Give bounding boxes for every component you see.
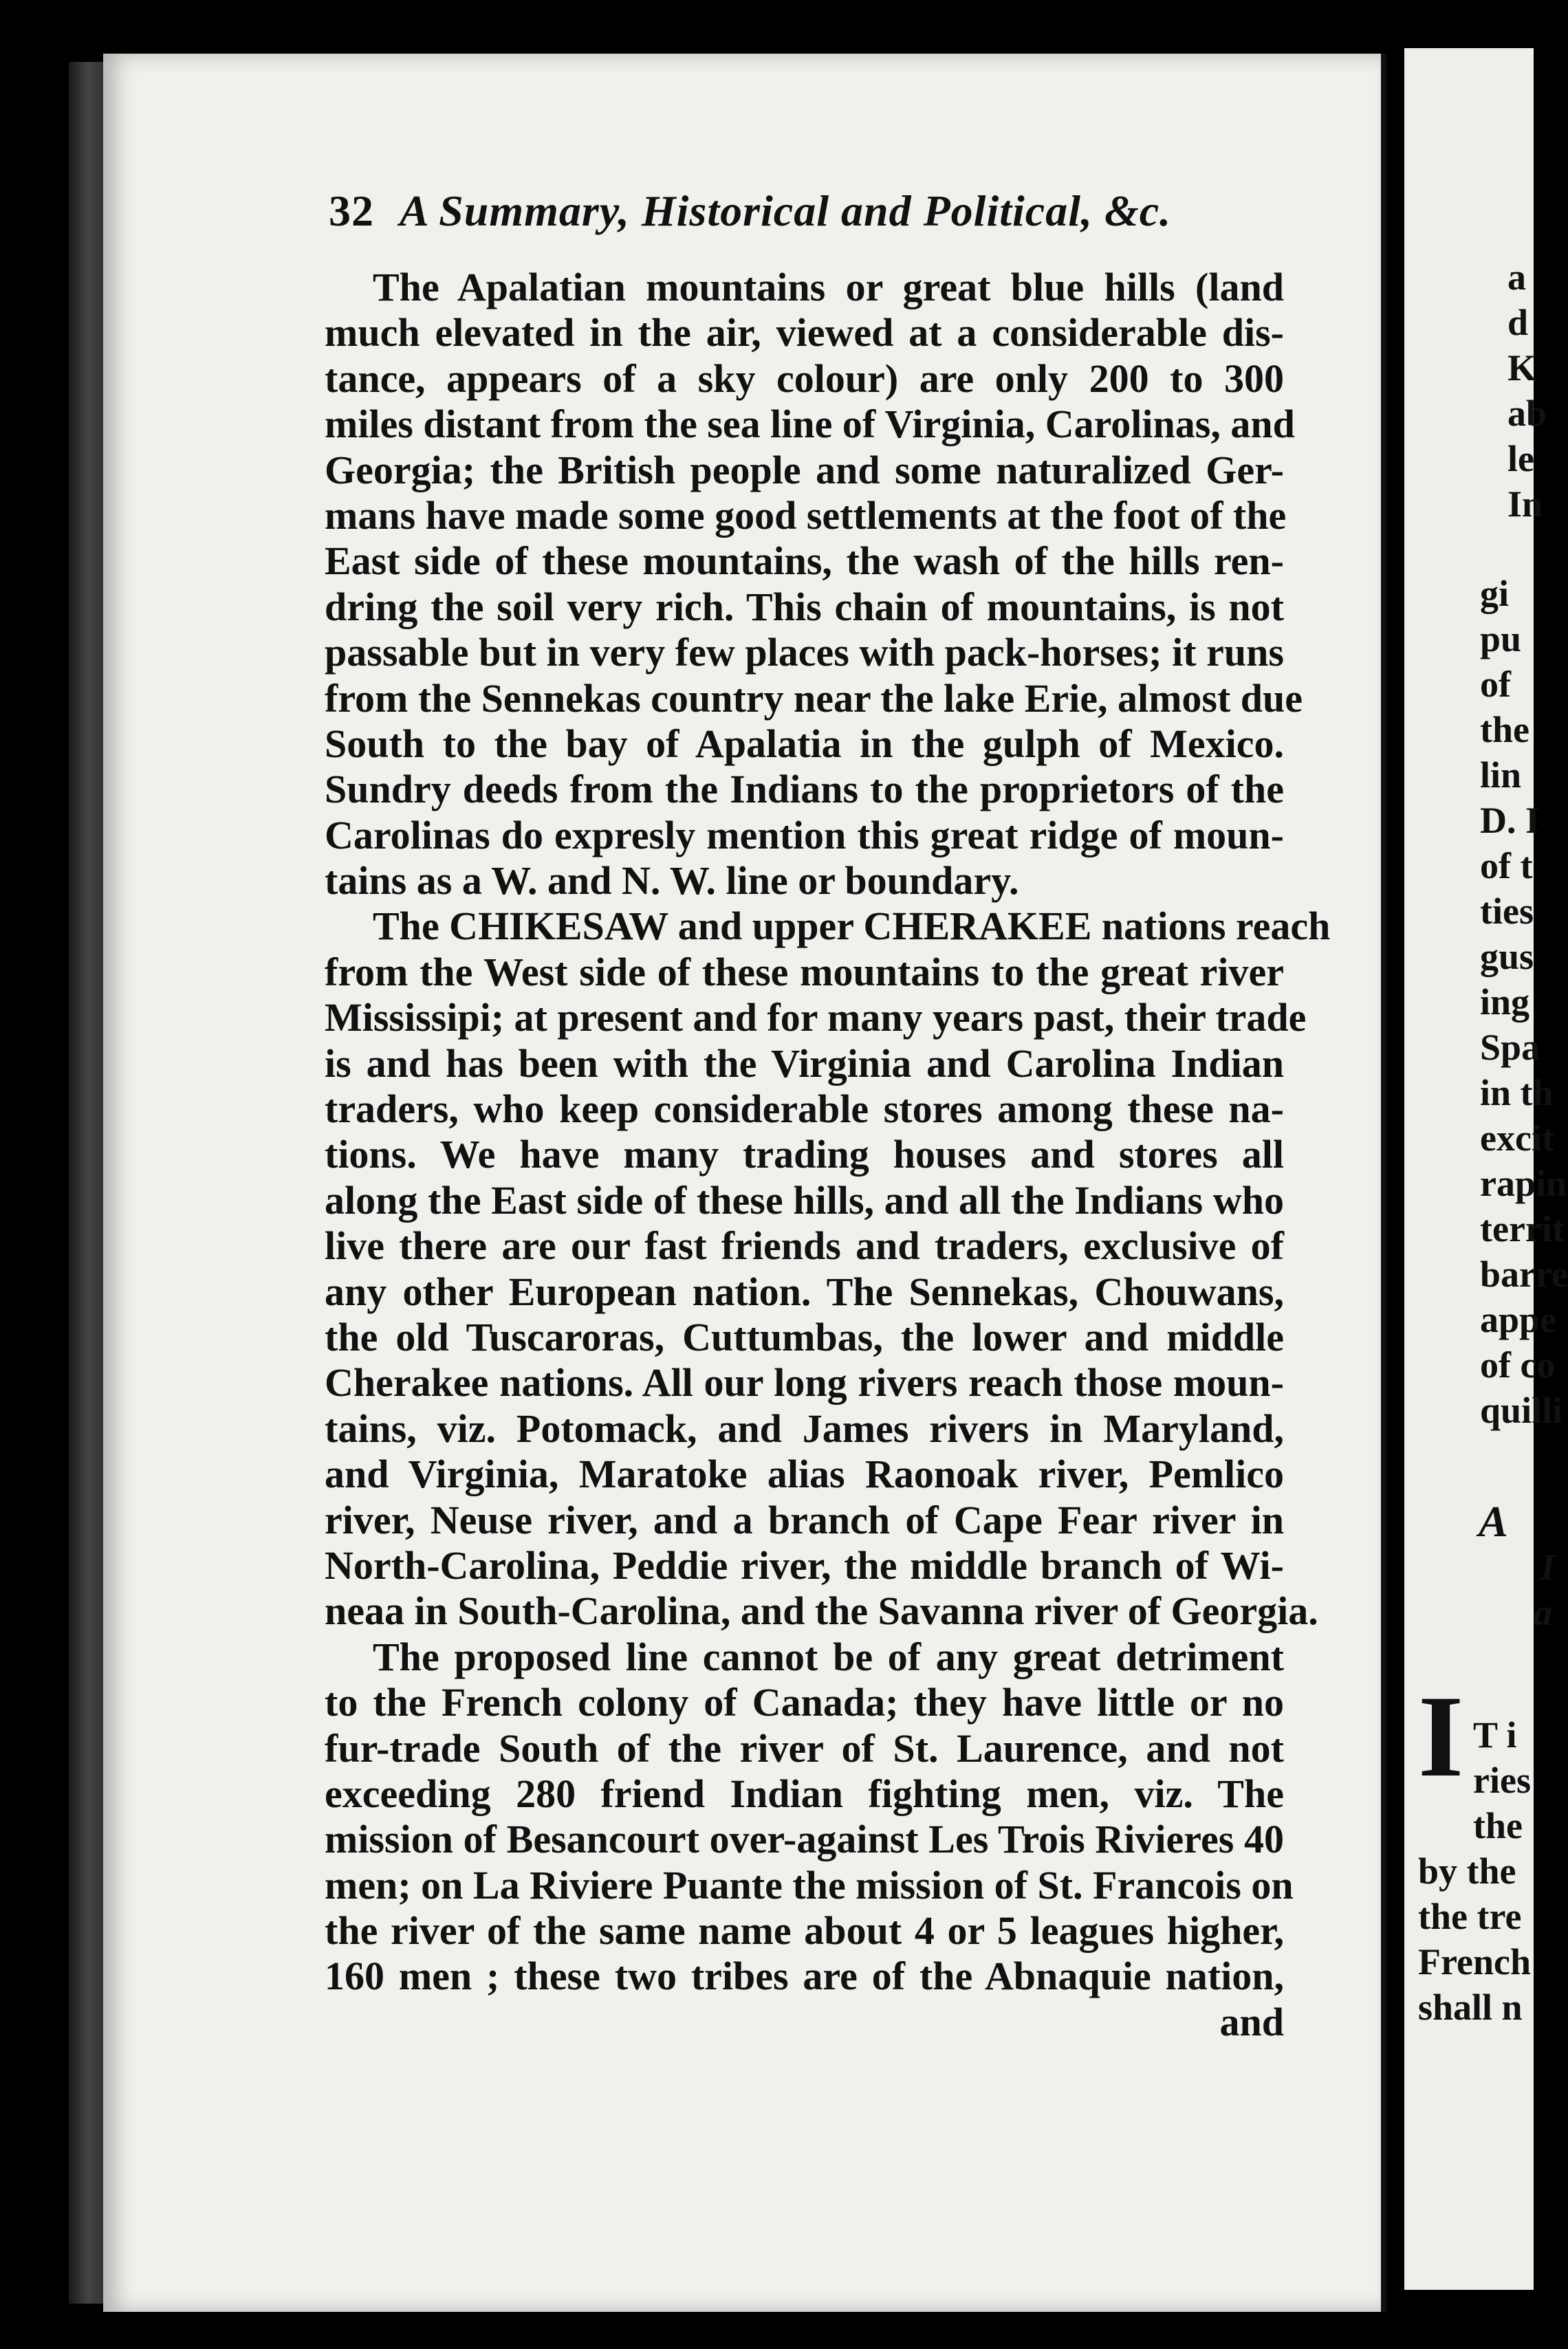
text-line: and Virginia, Maratoke alias Raonoak river, Pemlico xyxy=(325,1452,1284,1497)
fragment-line: quilli xyxy=(1480,1390,1563,1431)
paragraph-2 xyxy=(325,904,1331,1634)
running-header xyxy=(329,186,1292,237)
text-line: dring the soil very rich. This chain of mountains, is not xyxy=(325,584,1284,629)
fragment-line: gi xyxy=(1480,573,1510,614)
fragment-line: of co xyxy=(1480,1344,1556,1386)
text-line: South to the bay of Apalatia in the gulph of Mexico. xyxy=(325,721,1284,766)
right-page-mid-fragments xyxy=(1480,571,1568,1433)
fragment-line: by the xyxy=(1418,1850,1516,1892)
right-page-bottom-fragments-2 xyxy=(1418,1848,1531,2030)
text-line: to the French colony of Canada; they have little or no xyxy=(325,1680,1284,1725)
fragment-line: ties xyxy=(1480,891,1534,932)
fragment-line: gus xyxy=(1480,936,1534,977)
fragment-line: in th xyxy=(1480,1072,1554,1113)
fragment-line: ing xyxy=(1480,981,1530,1023)
text-line: Georgia; the British people and some naturalized Ger- xyxy=(325,447,1284,492)
paragraph-3 xyxy=(325,1634,1294,2000)
text-line: passable but in very few places with pack-horses; it runs xyxy=(325,630,1284,675)
text-line: Mississipi; at present and for many years past, their trade xyxy=(325,995,1307,1040)
fragment-line: shall n xyxy=(1418,1987,1523,2028)
fragment-line: of t xyxy=(1480,845,1533,886)
fragment-line: appe xyxy=(1480,1299,1557,1340)
text-line: Cherakee nations. All our long rivers reach those moun- xyxy=(325,1360,1284,1406)
text-line: any other European nation. The Sennekas, Chouwans, xyxy=(325,1269,1284,1314)
body-text xyxy=(325,265,1331,2045)
text-line: along the East side of these hills, and all the Indians who xyxy=(325,1177,1284,1223)
right-page-top-fragments xyxy=(1507,254,1547,527)
fragment-line: of xyxy=(1480,664,1511,705)
text-line: tance, appears of a sky colour) are only 200 to 300 xyxy=(325,356,1284,401)
fragment-line: I xyxy=(1540,1547,1556,1588)
text-line: The Apalatian mountains or great blue hills (land xyxy=(373,265,1284,309)
header-title: A Summary, xyxy=(400,186,630,235)
fragment-line: rapin xyxy=(1480,1163,1567,1204)
fragment-line: excit xyxy=(1480,1117,1554,1159)
fragment-line: the tre xyxy=(1418,1896,1522,1937)
text-line: mans have made some good settlements at the foot of the xyxy=(325,492,1287,538)
fragment-line: K xyxy=(1507,347,1537,389)
fragment-line: le xyxy=(1507,438,1534,479)
text-line: fur-trade South of the river of St. Laurence, and not xyxy=(325,1725,1284,1771)
text-line: much elevated in the air, viewed at a considerable dis- xyxy=(325,310,1284,356)
text-line: tions. We have many trading houses and stores all xyxy=(325,1132,1284,1177)
text-line: live there are our fast friends and traders, exclusive of xyxy=(325,1223,1284,1269)
right-page xyxy=(1404,48,1568,2290)
fragment-line: territ xyxy=(1480,1208,1565,1249)
text-line: tains as a W. and N. W. line or boundary. xyxy=(325,858,1019,904)
right-page-bottom-fragments xyxy=(1473,1712,1531,1848)
text-line: is and has been with the Virginia and Carolina Indian xyxy=(325,1040,1284,1086)
text-line: Sundry deeds from the Indians to the proprietors of the xyxy=(325,767,1284,812)
fragment-line: barre xyxy=(1480,1254,1568,1295)
fragment-line: lin xyxy=(1480,754,1522,796)
catchword: and xyxy=(1219,1999,1284,2044)
fragment-line: d xyxy=(1507,302,1529,343)
fragment-line: In xyxy=(1507,483,1543,525)
text-line: men; on La Riviere Puante the mission of St. Francois on xyxy=(325,1862,1294,1908)
text-line: The CHIKESAW and upper CHERAKEE nations reach xyxy=(373,904,1331,949)
paragraph-1 xyxy=(325,265,1303,904)
fragment-line: ab xyxy=(1507,393,1547,434)
drop-cap: I xyxy=(1418,1672,1464,1801)
text-line: from the Sennekas country near the lake Erie, almost due xyxy=(325,675,1303,721)
text-line: from the West side of these mountains to the great river xyxy=(325,949,1284,994)
text-line: East side of these mountains, the wash of the hills ren- xyxy=(325,538,1284,584)
text-line: mission of Besancourt over-against Les Trois Rivieres 40 xyxy=(325,1817,1284,1862)
fragment-line: ries xyxy=(1473,1760,1531,1801)
text-line: the old Tuscaroras, Cuttumbas, the lower and middle xyxy=(325,1314,1284,1359)
fragment-line: D. I xyxy=(1480,800,1540,841)
text-line: North-Carolina, Peddie river, the middle branch of Wi- xyxy=(325,1542,1284,1588)
fragment-line: pu xyxy=(1480,618,1522,659)
text-line: miles distant from the sea line of Virginia, Carolinas, and xyxy=(325,402,1295,447)
text-line: tains, viz. Potomack, and James rivers in Maryland, xyxy=(325,1406,1284,1451)
text-line: traders, who keep considerable stores among these na- xyxy=(325,1086,1284,1132)
text-line: 160 men ; these two tribes are of the Abnaquie nation, xyxy=(325,1954,1284,1999)
fragment-line: the xyxy=(1473,1805,1523,1846)
fragment-line: T i xyxy=(1473,1714,1517,1756)
header-subtitle: Historical and Political, &c. xyxy=(641,186,1172,235)
page-number: 32 xyxy=(329,186,374,235)
text-line: the river of the same name about 4 or 5 leagues higher, xyxy=(325,1908,1284,1954)
text-line: Carolinas do expresly mention this great ridge of moun- xyxy=(325,812,1284,857)
text-line: The proposed line cannot be of any great detriment xyxy=(373,1634,1284,1679)
fragment-line: Spa xyxy=(1480,1027,1540,1068)
fragment-line: the xyxy=(1480,709,1529,750)
text-line: exceeding 280 friend Indian fighting men, viz. The xyxy=(325,1771,1284,1816)
fragment-line: a xyxy=(1534,1592,1552,1633)
fragment-line: French xyxy=(1418,1941,1531,1982)
fragment-line: a xyxy=(1507,256,1526,298)
right-page-heading-fragments xyxy=(1479,1499,1555,1635)
text-line: neaa in South-Carolina, and the Savanna river of Georgia. xyxy=(325,1588,1318,1634)
fragment-line: A xyxy=(1479,1497,1508,1546)
text-line: river, Neuse river, and a branch of Cape Fear river in xyxy=(325,1497,1284,1542)
